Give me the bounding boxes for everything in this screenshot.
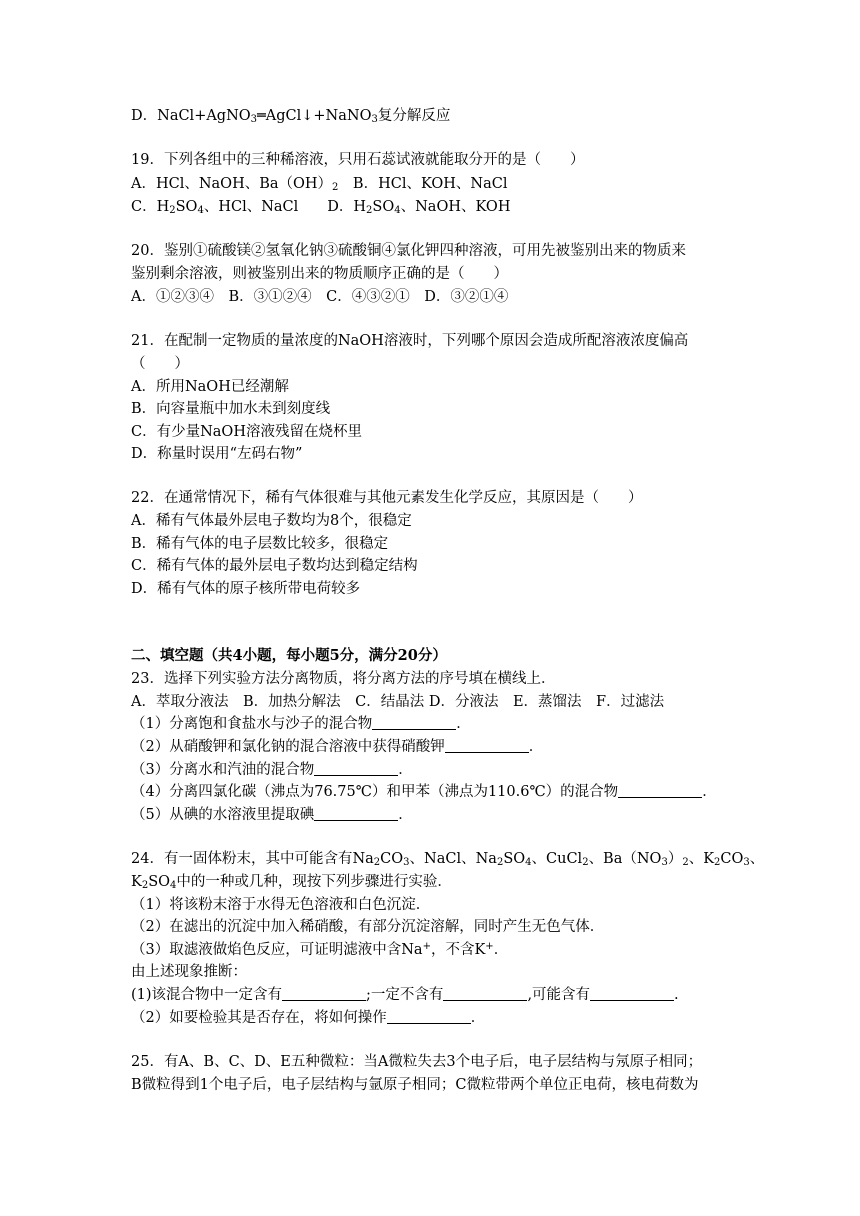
answer-blank (445, 738, 529, 753)
q19-options-cd: C．$H_2SO_4$、HCl、NaCl D．$H_2SO_4$、NaOH、KOH (131, 199, 511, 216)
q22-option-a: A．稀有气体最外层电子数均为8个，很稳定 (131, 513, 412, 529)
answer-blank (387, 1009, 471, 1024)
q24-step-2: （2）在滤出的沉淀中加入稀硝酸，有部分沉淀溶解，同时产生无色气体． (131, 919, 605, 935)
q20-stem-line1: 20．鉴别①硫酸镁②氢氧化钠③硫酸铜④氯化钾四种溶液，可用先被鉴别出来的物质来 (131, 243, 686, 259)
answer-blank (618, 783, 702, 798)
answer-blank (590, 986, 674, 1001)
q19-options-ab: A．HCl、NaOH、$Ba(OH)_2$ B．HCl、KOH、NaCl (131, 176, 508, 193)
q22-stem: 22．在通常情况下，稀有气体很难与其他元素发生化学反应，其原因是（ ） (131, 490, 643, 506)
q21-option-b: B．向容量瓶中加水未到刻度线 (131, 401, 331, 417)
section-heading-fill-in: 二、填空题（共4小题，每小题5分，满分20分） (131, 647, 447, 664)
q20-options: A．①②③④ B．③①②④ C．④③②① D．③②①④ (131, 289, 509, 305)
q23-part-1: （1）分离饱和食盐水与沙子的混合物 ． (131, 716, 471, 732)
q24-inference-label: 由上述现象推断： (131, 964, 247, 980)
q18-option-d: D．NaCl+AgNO$_3$═AgCl↓+NaNO$_3$复分解反应 (131, 108, 451, 125)
q22-option-b: B．稀有气体的电子层数比较多，很稳定 (131, 536, 389, 552)
answer-blank (314, 806, 398, 821)
q24-question-2: （2）如要检验其是否存在，将如何操作 ． (131, 1010, 486, 1026)
q21-option-a: A．所用NaOH已经潮解 (131, 379, 289, 395)
q24-stem-line2: $K_2SO_4$中的一种或几种，现按下列步骤进行实验． (131, 874, 452, 891)
q19-stem: 19．下列各组中的三种稀溶液，只用石蕊试液就能取分开的是（ ） (131, 152, 585, 168)
q24-step-1: （1）将该粉末溶于水得无色溶液和白色沉淀． (131, 897, 431, 913)
q22-option-c: C．稀有气体的最外层电子数均达到稳定结构 (131, 558, 418, 574)
answer-blank (282, 986, 366, 1001)
answer-blank (314, 761, 398, 776)
q25-line1: 25．有A、B、C、D、E五种微粒：当A微粒失去3个电子后，电子层结构与氖原子相同； (131, 1054, 703, 1070)
q24-question-1: (1)该混合物中一定含有 ;一定不含有 ,可能含有 . (131, 987, 679, 1003)
q23-methods: A．萃取分液法 B．加热分解法 C．结晶法 D．分液法 E．蒸馏法 F．过滤法 (131, 694, 665, 710)
q24-step-3: （3）取滤液做焰色反应，可证明滤液中含Na+，不含K+． (131, 941, 509, 958)
q23-stem: 23．选择下列实验方法分离物质，将分离方法的序号填在横线上． (131, 671, 556, 687)
q23-part-3: （3）分离水和汽油的混合物 ． (131, 762, 413, 778)
answer-blank (443, 986, 527, 1001)
q25-line2: B微粒得到1个电子后，电子层结构与氩原子相同；C微粒带两个单位正电荷，核电荷数为 (131, 1077, 699, 1093)
q21-option-c: C．有少量NaOH溶液残留在烧杯里 (131, 424, 362, 440)
q22-option-d: D．稀有气体的原子核所带电荷较多 (131, 581, 361, 597)
answer-blank (372, 715, 456, 730)
q24-stem-line1: 24．有一固体粉末，其中可能含有$Na_2CO_3$、NaCl、$Na_2SO_4$、CuCl$_2$、$Ba(NO_3)_2$、$K_2CO_3$、 (131, 851, 765, 868)
q23-part-4: （4）分离四氯化碳（沸点为76.75℃）和甲苯（沸点为110.6℃）的混合物 ． (131, 784, 717, 800)
q23-part-5: （5）从碘的水溶液里提取碘 ． (131, 807, 413, 823)
q21-stem-line2: （ ） (131, 356, 189, 372)
q21-stem-line1: 21．在配制一定物质的量浓度的NaOH溶液时，下列哪个原因会造成所配溶液浓度偏高 (131, 333, 689, 349)
q21-option-d: D．称量时误用“左码右物” (131, 446, 303, 462)
q23-part-2: （2）从硝酸钾和氯化钠的混合溶液中获得硝酸钾 ． (131, 739, 544, 755)
q20-stem-line2: 鉴别剩余溶液，则被鉴别出来的物质顺序正确的是（ ） (131, 266, 508, 282)
